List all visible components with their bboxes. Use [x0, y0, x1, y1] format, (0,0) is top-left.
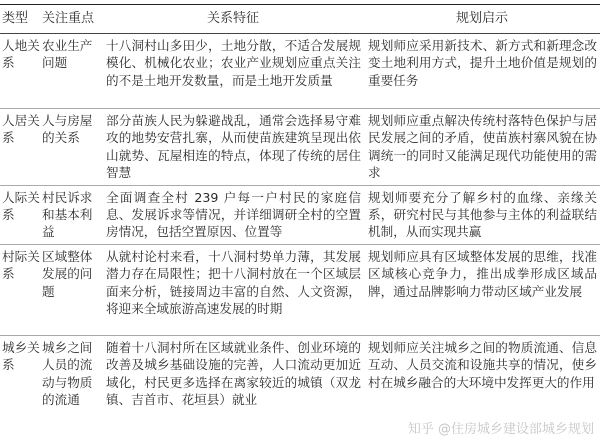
- header-focus: 关注重点: [40, 5, 102, 34]
- planning-relations-table: [0, 4, 600, 432]
- header-type: 类型: [0, 5, 40, 34]
- table-row: [0, 244, 600, 335]
- table-header-row: [0, 5, 600, 34]
- table-row: [0, 34, 600, 109]
- cell-feature: 从就村论村来看，十八洞村势单力薄，其发展潜力存在局限性；把十八洞村放在一个区域层面来分析，链接周边丰富的自然、人文资源，将迎来全域旅游高速发展的时期: [102, 244, 364, 335]
- cell-type: 人际关系: [0, 185, 40, 244]
- cell-type: 城乡关系: [2, 339, 40, 373]
- cell-inspiration: 规划师应采用新技术、新方式和新理念改变土地利用方式，提升土地价值是规划的重要任务: [364, 34, 600, 109]
- cell-feature: 部分苗族人民为躲避战乱，通常会选择易守难攻的地势安营扎寨，从而使苗族建筑呈现出依山就势、瓦屋相连的特点，体现了传统的居住智慧: [102, 109, 364, 186]
- cell-focus: 村民诉求和基本利益: [40, 185, 102, 244]
- cell-focus: 人与房屋的关系: [40, 109, 102, 186]
- cell-inspiration: 规划师应重点解决传统村落特色保护与居民发展之间的矛盾，使苗族村寨风貌在协调统一的同时又能满足现代功能使用的需求: [364, 109, 600, 186]
- cell-type: 村际关系: [0, 244, 40, 335]
- cell-inspiration: 规划师应关注城乡之间的物质流通、信息互动、人员交流和设施共享的情况，使乡村在城乡融合的大环境中发挥更大的作用: [368, 339, 597, 390]
- cell-inspiration: 规划师应具有区域整体发展的思维，找准区域核心竞争力，推出成拳形成区域品牌，通过品牌影响力带动区域产业发展: [364, 244, 600, 335]
- table-row: [0, 185, 600, 244]
- cell-focus: 城乡之间人员的流动与物质的流通: [42, 339, 93, 408]
- cell-feature: 随着十八洞村所在区域就业条件、创业环境的改善及城乡基础设施的完善，人口流动更加近域化，村民更多选择在离家较近的城镇（双龙镇、吉首市、花垣县）就业: [106, 339, 361, 408]
- table-row: [0, 109, 600, 186]
- watermark: 知乎 @住房城乡建设部城乡规划: [407, 422, 594, 437]
- cell-focus: 区域整体发展的问题: [40, 244, 102, 335]
- cell-feature: 十八洞村山多田少，土地分散，不适合发展规模化、机械化农业；农业产业规划应重点关注的不是土地开发数量，而是土地开发质量: [102, 34, 364, 109]
- cell-focus: 农业生产问题: [40, 34, 102, 109]
- header-inspiration: 规划启示: [364, 5, 600, 34]
- header-feature: 关系特征: [102, 5, 364, 34]
- cell-feature: 全面调查全村 239 户每一户村民的家庭信息、发展诉求等情况，并详细调研全村的空置房情况，包括空置原因、位置等: [102, 185, 364, 244]
- cell-type: 人地关系: [0, 34, 40, 109]
- cell-inspiration: 规划师要充分了解乡村的血缘、亲缘关系，研究村民与其他参与主体的利益联结机制，从而实现共赢: [364, 185, 600, 244]
- cell-type: 人居关系: [0, 109, 40, 186]
